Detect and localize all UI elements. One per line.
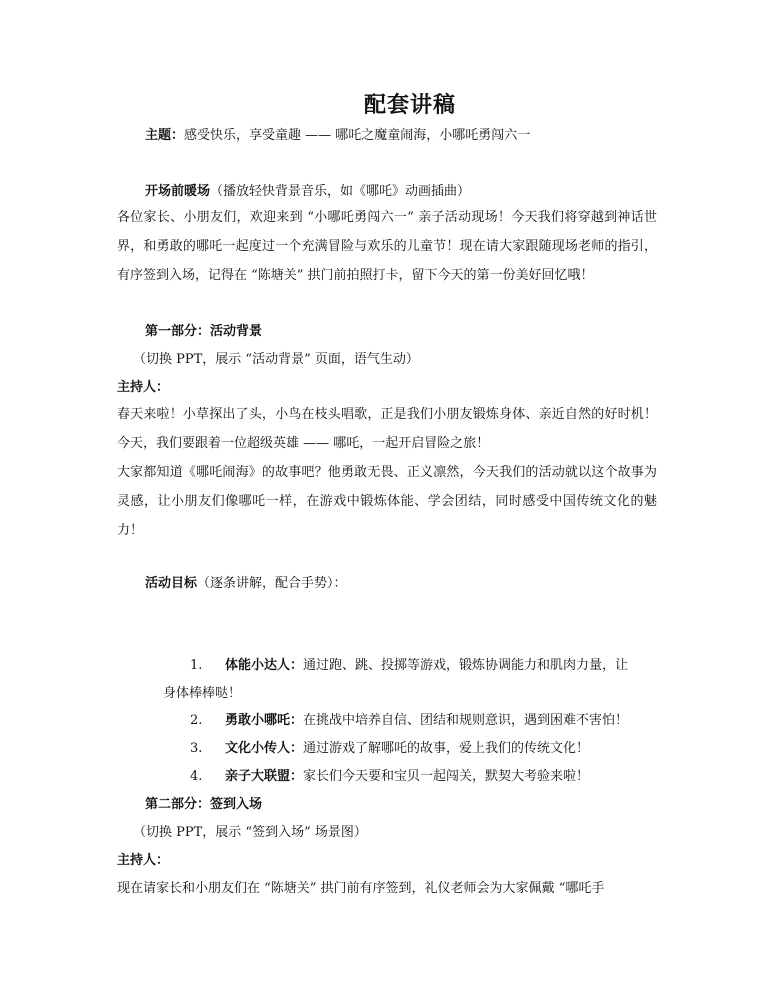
goal-item: [225, 712, 628, 730]
goal-continuation: 身体棒棒哒！: [163, 686, 242, 701]
theme-text: 感受快乐，享受童趣 —— 哪吒之魔童闹海，小哪吒勇闯六一: [184, 128, 531, 143]
warmup-note: （播放轻快背景音乐，如《哪吒》动画插曲）: [210, 184, 471, 199]
part1-paragraph-2: 大家都知道《哪吒闹海》的故事吧？他勇敢无畏、正义凛然，今天我们的活动就以这个故事为灵感，让小朋友们像哪吒一样，在游戏中锻炼体能、学会团结，同时感受中国传统文化的魅力！: [117, 465, 657, 538]
goals-note: （逐条讲解，配合手势）：: [197, 576, 347, 591]
goal-item: [225, 740, 589, 758]
goal-number: 2.: [190, 713, 203, 728]
goal-number: 1.: [190, 658, 203, 673]
part1-host-label: 主持人：: [117, 380, 170, 395]
goal-label: 勇敢小哪吒：: [225, 713, 304, 728]
part2-note: （切换 PPT，展示 “签到入场” 场景图）: [133, 825, 367, 840]
warmup-heading: 开场前暖场: [145, 184, 211, 199]
goal-text: 通过跑、跳、投掷等游戏，锻炼协调能力和肌肉力量，让: [303, 658, 629, 673]
goal-label: 文化小传人：: [225, 741, 304, 756]
goal-number: 3.: [190, 741, 203, 756]
goal-item: [225, 768, 589, 786]
part1-paragraph-1: 春天来啦！小草探出了头，小鸟在枝头唱歌，正是我们小朋友锻炼身体、亲近自然的好时机！今天，我们要跟着一位超级英雄 —— 哪吒，一起开启冒险之旅！: [117, 407, 657, 451]
goal-text: 家长们今天要和宝贝一起闯关，默契大考验来啦！: [303, 769, 590, 784]
goals-heading: 活动目标: [145, 576, 198, 591]
goals-heading-line: [145, 575, 347, 593]
part2-heading: 第二部分：签到入场: [145, 797, 263, 812]
part1-heading: 第一部分：活动背景: [145, 324, 263, 339]
goal-label: 体能小达人：: [225, 658, 304, 673]
goal-number: 4.: [190, 769, 203, 784]
warmup-heading-line: [145, 183, 470, 201]
part2-host-label: 主持人：: [117, 853, 170, 868]
goal-text: 在挑战中培养自信、团结和规则意识，遇到困难不害怕！: [303, 713, 629, 728]
goal-item: [225, 657, 628, 675]
goal-text: 通过游戏了解哪吒的故事，爱上我们的传统文化！: [303, 741, 590, 756]
warmup-paragraph: 各位家长、小朋友们，欢迎来到 “小哪吒勇闯六一” 亲子活动现场！今天我们将穿越到神话世界，和勇敢的哪吒一起度过一个充满冒险与欢乐的儿童节！现在请大家跟随现场老师的指引，有序签到入场，记得在 “陈塘关” 拱门前拍照打卡，留下今天的第一份美好回忆哦！: [117, 210, 657, 283]
part1-note: （切换 PPT，展示 “活动背景” 页面，语气生动）: [133, 352, 419, 367]
goal-label: 亲子大联盟：: [225, 769, 304, 784]
document-title: 配套讲稿: [363, 92, 456, 118]
part2-paragraph: 现在请家长和小朋友们在 “陈塘关” 拱门前有序签到，礼仪老师会为大家佩戴 “哪吒手: [117, 881, 605, 896]
theme-line: [145, 127, 530, 145]
theme-label: 主题：: [145, 128, 185, 143]
